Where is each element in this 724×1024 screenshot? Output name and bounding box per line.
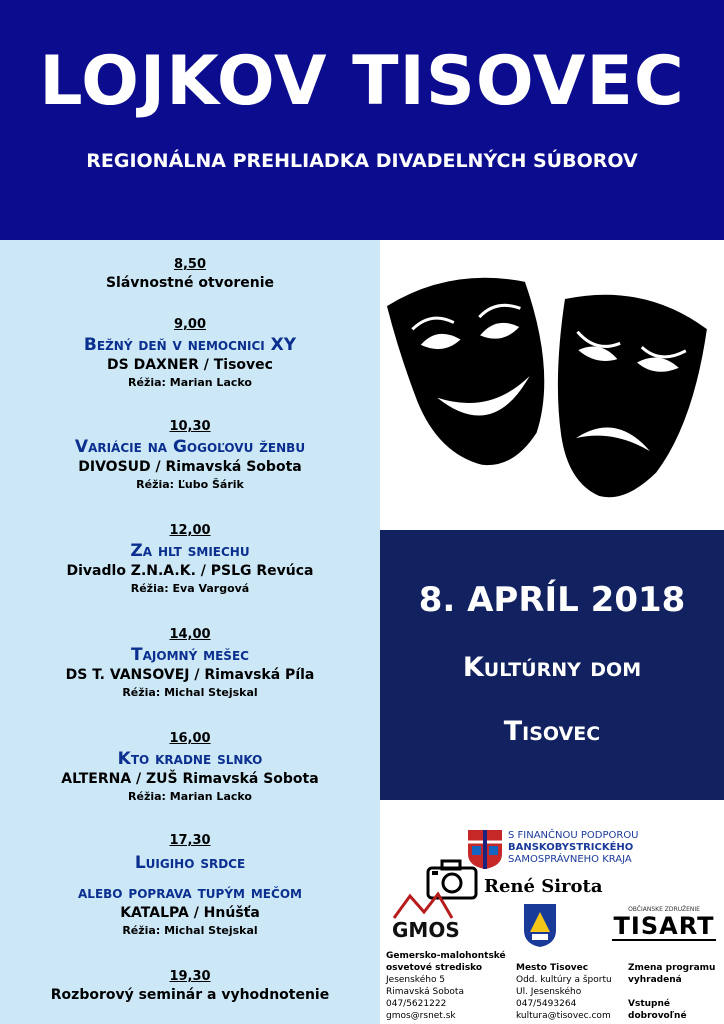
slot-time: 17,30 xyxy=(169,833,211,848)
sponsor-line2: BANSKOBYSTRICKÉHO xyxy=(508,842,634,853)
slot-title: Slávnostné otvorenie xyxy=(105,275,275,291)
gmos-contact xyxy=(386,950,506,1022)
theater-masks-image xyxy=(380,240,724,530)
note-reserved: vyhradená xyxy=(628,975,682,985)
town-phone: 047/5493264 xyxy=(516,999,577,1009)
slot-title-second-line: alebo poprava tupým mečom xyxy=(78,883,302,903)
event-date: 8. APRÍL 2018 xyxy=(418,580,686,620)
slot-ensemble: KATALPA / Hnúšťa xyxy=(120,905,260,921)
event-venue: Kultúrny dom xyxy=(462,652,642,683)
gmos-phone: 047/5621222 xyxy=(386,999,447,1009)
gmos-name-2: osvetové stredisko xyxy=(386,963,483,973)
town-dept: Odd. kultúry a športu xyxy=(516,975,612,985)
slot-time: 19,30 xyxy=(169,969,211,984)
slot-title: Kto kradne slnko xyxy=(117,749,263,769)
sponsor-section xyxy=(380,800,724,1024)
slot-ensemble: ALTERNA / ZUŠ Rimavská Sobota xyxy=(61,771,319,787)
slot-time: 12,00 xyxy=(169,523,211,538)
program-slot xyxy=(0,968,380,1005)
gmos-logo-text: GMOS xyxy=(392,918,460,942)
festival-subtitle: REGIONÁLNA PREHLIADKA DIVADELNÝCH SÚBOROV xyxy=(86,150,638,172)
slot-ensemble: DS T. VANSOVEJ / Rimavská Píla xyxy=(65,667,315,683)
gmos-city: Rimavská Sobota xyxy=(386,987,464,997)
gmos-address: Jesenského 5 xyxy=(386,975,446,985)
slot-title: Variácie na Gogoľovu ženbu xyxy=(74,437,306,457)
program-slot xyxy=(0,730,380,805)
slot-title: Tajomný mešec xyxy=(131,645,249,665)
slot-title: Bežný deň v nemocnici XY xyxy=(83,335,297,355)
slot-time: 10,30 xyxy=(169,419,211,434)
event-town: Tisovec xyxy=(503,716,601,747)
sponsor-text xyxy=(508,830,639,866)
event-notes xyxy=(628,962,724,1022)
slot-director: Réžia: Marian Lacko xyxy=(128,790,252,803)
event-info-box xyxy=(380,530,724,800)
town-email[interactable]: kultura@tisovec.com xyxy=(516,1011,611,1021)
note-free-entry: Vstupné dobrovoľné xyxy=(628,999,687,1021)
slot-title: Luigiho srdce xyxy=(134,853,246,873)
program-slot xyxy=(0,256,380,293)
program-slot xyxy=(0,418,380,493)
program-slot xyxy=(0,316,380,391)
slot-ensemble: DS DAXNER / Tisovec xyxy=(107,357,273,373)
festival-title: LOJKOV TISOVEC xyxy=(39,42,685,121)
tisart-logo-text: TISART xyxy=(613,912,715,940)
program-column xyxy=(0,240,380,1024)
tisovec-crest-icon xyxy=(522,902,558,948)
tisart-caption: OBČIANSKE ZDRUŽENIE xyxy=(628,906,700,913)
slot-director: Réžia: Marian Lacko xyxy=(128,376,252,389)
slot-title: Za hlt smiechu xyxy=(130,541,250,561)
slot-ensemble: DIVOSUD / Rimavská Sobota xyxy=(78,459,302,475)
tisart-logo xyxy=(612,906,716,941)
slot-director: Réžia: Michal Stejskal xyxy=(122,686,258,699)
program-slot xyxy=(0,522,380,597)
gmos-name: Gemersko-malohontské xyxy=(386,951,506,961)
slot-time: 9,00 xyxy=(173,317,207,332)
gmos-email[interactable]: gmos@rsnet.sk xyxy=(386,1011,456,1021)
slot-director: Réžia: Eva Vargová xyxy=(130,582,250,595)
theater-masks-icon xyxy=(380,240,724,530)
slot-time: 14,00 xyxy=(169,627,211,642)
program-slot xyxy=(0,832,380,939)
note-program-change: Zmena programu xyxy=(628,963,716,973)
header-banner xyxy=(0,0,724,240)
program-slot xyxy=(0,626,380,701)
slot-director: Réžia: Michal Stejskal xyxy=(122,924,258,937)
slot-ensemble: Divadlo Z.N.A.K. / PSLG Revúca xyxy=(66,563,314,579)
slot-time: 8,50 xyxy=(173,257,207,272)
town-contact xyxy=(516,962,626,1022)
sponsor-line3: SAMOSPRÁVNEHO KRAJA xyxy=(508,854,632,865)
slot-time: 16,00 xyxy=(169,731,211,746)
town-name: Mesto Tisovec xyxy=(516,963,589,973)
sponsor-line1: S FINANČNOU PODPOROU xyxy=(508,830,639,841)
slot-title: Rozborový seminár a vyhodnotenie xyxy=(50,987,330,1003)
town-street: Ul. Jesenského xyxy=(516,987,582,997)
slot-director: Réžia: Ľubo Šárik xyxy=(136,478,244,491)
photographer-name: René Sirota xyxy=(484,876,603,897)
